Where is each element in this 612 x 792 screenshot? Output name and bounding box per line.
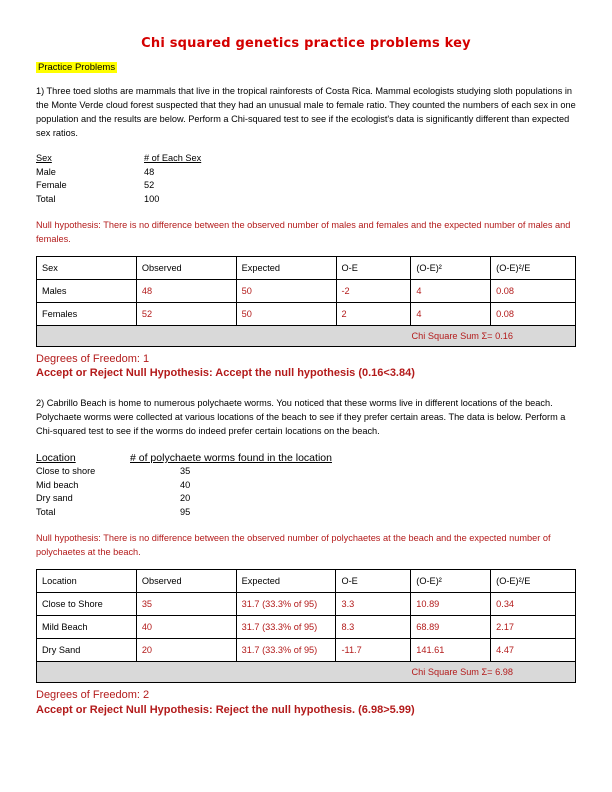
table-cell: 4: [411, 280, 491, 303]
row-value: 20: [180, 493, 191, 503]
table-cell: Close to Shore: [37, 593, 137, 616]
table-cell: 141.61: [411, 639, 491, 662]
col-header-location: Location: [36, 452, 76, 464]
problem-1-null-hypothesis: Null hypothesis: There is no difference between the observed number of males and females and the expected number of males and females.: [36, 220, 571, 244]
header-cell: Expected: [236, 570, 336, 593]
row-value: 100: [144, 193, 160, 204]
table-cell: 8.3: [336, 616, 411, 639]
header-cell: (O-E)²/E: [491, 257, 576, 280]
table-cell: 31.7 (33.3% of 95): [236, 616, 336, 639]
problem-1-dof: Degrees of Freedom: 1: [36, 353, 150, 365]
table-cell: 2: [336, 303, 411, 326]
table-cell: 48: [136, 280, 236, 303]
section-label: Practice Problems: [38, 62, 116, 73]
table-cell: 50: [236, 280, 336, 303]
table-cell: Mild Beach: [37, 616, 137, 639]
row-label: Male: [36, 166, 56, 177]
table-cell: -2: [336, 280, 411, 303]
problem-2-null-hypothesis: Null hypothesis: There is no difference between the observed number of polychaetes at the beach and the expected number of polychaetes at the beach.: [36, 533, 551, 557]
row-value: 35: [180, 466, 191, 476]
table-cell: 31.7 (33.3% of 95): [236, 639, 336, 662]
table-cell: Males: [37, 280, 137, 303]
problem-1-data-table: [36, 152, 201, 206]
table-cell: 0.08: [491, 303, 576, 326]
problem-1-text: 1) Three toed sloths are mammals that live in the tropical rainforests of Costa Rica. Mammal ecologists studying sloth populations in the Monte Verde cloud forest suspected that they had an unusual male to female ratio. They counted the numbers of each sex in one population and the results are below. Perform a Chi-squared test to see if the ecologist's data is significantly different than expected sex ratios.: [36, 86, 576, 138]
header-cell: Location: [37, 570, 137, 593]
table-cell: 4.47: [491, 639, 576, 662]
table-header-row: [37, 257, 576, 280]
table-cell: 68.89: [411, 616, 491, 639]
problem-2-chi-table: [36, 569, 576, 683]
header-cell: (O-E)²/E: [491, 570, 576, 593]
header-cell: Observed: [136, 570, 236, 593]
table-cell: 4: [411, 303, 491, 326]
table-cell: 40: [136, 616, 236, 639]
table-cell: Females: [37, 303, 137, 326]
header-cell: Sex: [37, 257, 137, 280]
problem-2-data-table: [36, 451, 332, 519]
table-cell: Dry Sand: [37, 639, 137, 662]
table-header-row: [37, 570, 576, 593]
chi-square-sum-row: [37, 326, 576, 347]
page-title: Chi squared genetics practice problems key: [141, 36, 471, 51]
row-label: Mid beach: [36, 479, 79, 490]
table-cell: 52: [136, 303, 236, 326]
table-row: [37, 593, 576, 616]
row-label: Total: [36, 193, 56, 204]
table-row: [37, 616, 576, 639]
row-label: Dry sand: [36, 493, 73, 503]
problem-2-text: 2) Cabrillo Beach is home to numerous polychaete worms. You noticed that these worms live in different locations of the beach. Polychaete worms were collected at various locations of the beach to see if they prefer certain areas. The data is below. Perform a Chi-squared test to see if the worms do indeed prefer certain locations on the beach.: [36, 398, 566, 436]
problem-1-conclusion: Accept or Reject Null Hypothesis: Accept the null hypothesis (0.16<3.84): [36, 367, 415, 379]
table-row: [37, 303, 576, 326]
header-cell: O-E: [336, 570, 411, 593]
chi-square-sum: Chi Square Sum Σ= 6.98: [37, 662, 576, 683]
table-cell: -11.7: [336, 639, 411, 662]
table-row: [37, 639, 576, 662]
header-cell: O-E: [336, 257, 411, 280]
row-value: 40: [180, 479, 191, 490]
table-cell: 20: [136, 639, 236, 662]
row-label: Close to shore: [36, 466, 96, 476]
header-cell: Observed: [136, 257, 236, 280]
row-label: Total: [36, 506, 56, 517]
problem-1-chi-table: [36, 256, 576, 347]
col-header-worm-count: # of polychaete worms found in the location: [130, 452, 332, 464]
table-cell: 0.08: [491, 280, 576, 303]
table-cell: 2.17: [491, 616, 576, 639]
row-label: Female: [36, 180, 67, 190]
problem-2-dof: Degrees of Freedom: 2: [36, 689, 150, 701]
table-cell: 0.34: [491, 593, 576, 616]
header-cell: (O-E)²: [411, 570, 491, 593]
table-cell: 50: [236, 303, 336, 326]
row-value: 48: [144, 166, 155, 177]
row-value: 95: [180, 506, 191, 517]
table-cell: 35: [136, 593, 236, 616]
chi-square-sum: Chi Square Sum Σ= 0.16: [37, 326, 576, 347]
col-header-sex: Sex: [36, 153, 52, 163]
table-cell: 3.3: [336, 593, 411, 616]
table-row: [37, 280, 576, 303]
col-header-count: # of Each Sex: [144, 153, 202, 163]
table-cell: 31.7 (33.3% of 95): [236, 593, 336, 616]
chi-square-sum-row: [37, 662, 576, 683]
row-value: 52: [144, 180, 155, 190]
problem-2-conclusion: Accept or Reject Null Hypothesis: Reject the null hypothesis. (6.98>5.99): [36, 704, 415, 716]
table-cell: 10.89: [411, 593, 491, 616]
header-cell: Expected: [236, 257, 336, 280]
header-cell: (O-E)²: [411, 257, 491, 280]
